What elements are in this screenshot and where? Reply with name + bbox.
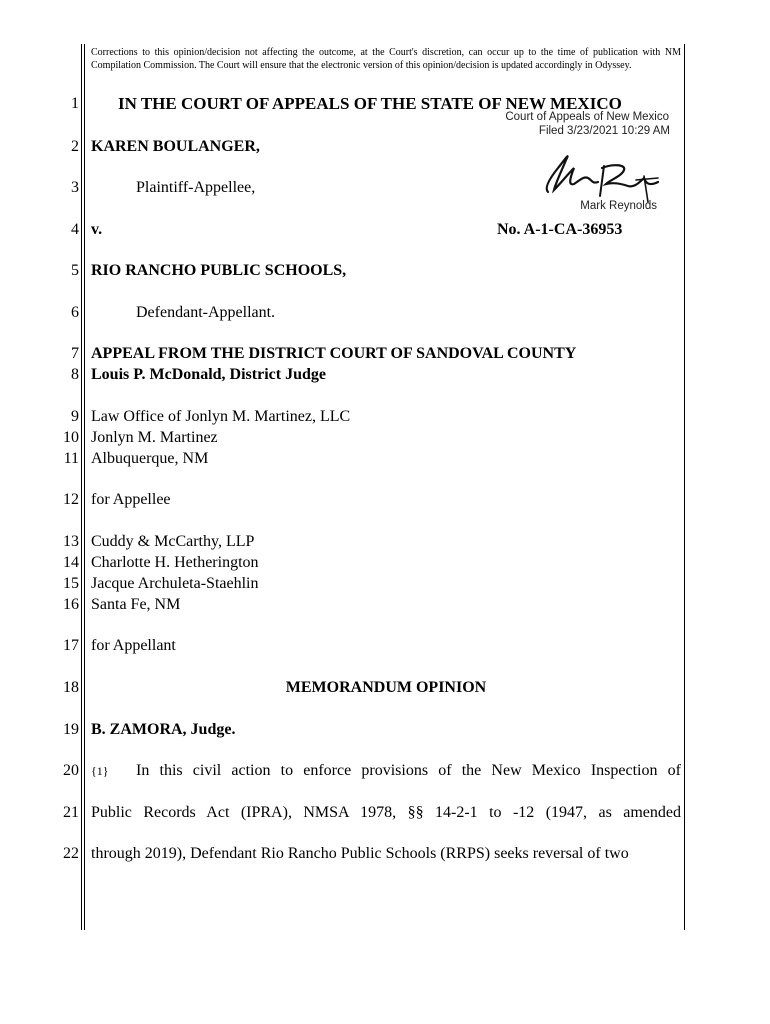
corrections-notice: Corrections to this opinion/decision not affecting the outcome, at the Court's discretion, can occur up to the time of publication with NM Compilation Commission. The Court will ensure that the electronic version of this opinion/decision is updated accordingly in Odyssey. xyxy=(91,47,681,71)
margin-rule-left-inner xyxy=(84,44,85,930)
body-text-line: through 2019), Defendant Rio Rancho Public Schools (RRPS) seeks reversal of two xyxy=(91,845,629,862)
line-number: 12 xyxy=(63,491,79,508)
plaintiff-role: Plaintiff-Appellee, xyxy=(136,179,256,196)
line-number: 16 xyxy=(63,596,79,613)
line-number: 3 xyxy=(71,179,79,196)
margin-rule-right xyxy=(684,44,685,930)
line-number: 13 xyxy=(63,533,79,550)
line-number: 9 xyxy=(71,408,79,425)
appellant-firm: Cuddy & McCarthy, LLP xyxy=(91,533,255,550)
line-number: 14 xyxy=(63,554,79,571)
line-number: 2 xyxy=(71,138,79,155)
line-number: 10 xyxy=(63,429,79,446)
line-number: 5 xyxy=(71,262,79,279)
appellant-attorney: Jacque Archuleta-Staehlin xyxy=(91,575,259,592)
case-number: No. A-1-CA-36953 xyxy=(497,221,623,238)
line-number: 20 xyxy=(63,762,79,779)
body-text-line: In this civil action to enforce provisions of the New Mexico Inspection of xyxy=(136,762,681,779)
for-appellee: for Appellee xyxy=(91,491,171,508)
line-number: 21 xyxy=(63,804,79,821)
versus: v. xyxy=(91,221,103,238)
appellee-attorney: Jonlyn M. Martinez xyxy=(91,429,218,446)
appeal-court: APPEAL FROM THE DISTRICT COURT OF SANDOVAL COUNTY xyxy=(91,345,577,362)
line-number: 18 xyxy=(63,679,79,696)
line-number: 22 xyxy=(63,845,79,862)
line-number: 8 xyxy=(71,366,79,383)
defendant-role: Defendant-Appellant. xyxy=(136,304,276,321)
for-appellant: for Appellant xyxy=(91,637,176,654)
defendant-name: RIO RANCHO PUBLIC SCHOOLS, xyxy=(91,262,347,279)
body-text-line: Public Records Act (IPRA), NMSA 1978, §§ 14-2-1 to -12 (1947, as amended xyxy=(91,804,681,821)
appellant-city: Santa Fe, NM xyxy=(91,596,181,613)
opinion-author: B. ZAMORA, Judge. xyxy=(91,721,236,738)
filing-stamp-court: Court of Appeals of New Mexico xyxy=(505,111,669,123)
line-number: 6 xyxy=(71,304,79,321)
line-number: 17 xyxy=(63,637,79,654)
district-judge: Louis P. McDonald, District Judge xyxy=(91,366,326,383)
appellee-city: Albuquerque, NM xyxy=(91,450,209,467)
line-number: 1 xyxy=(71,95,79,112)
opinion-heading: MEMORANDUM OPINION xyxy=(285,679,487,696)
filing-stamp-date: Filed 3/23/2021 10:29 AM xyxy=(538,125,670,137)
appellant-attorney: Charlotte H. Hetherington xyxy=(91,554,259,571)
line-number: 4 xyxy=(71,221,79,238)
margin-rule-left-outer xyxy=(81,44,82,930)
filing-stamp-clerk: Mark Reynolds xyxy=(580,200,657,212)
line-number: 11 xyxy=(63,450,79,467)
clerk-signature xyxy=(540,144,662,206)
line-number: 7 xyxy=(71,345,79,362)
appellee-firm: Law Office of Jonlyn M. Martinez, LLC xyxy=(91,408,351,425)
plaintiff-name: KAREN BOULANGER, xyxy=(91,138,260,155)
court-title: IN THE COURT OF APPEALS OF THE STATE OF NEW MEXICO xyxy=(118,94,622,113)
line-number: 15 xyxy=(63,575,79,592)
line-number: 19 xyxy=(63,721,79,738)
paragraph-number: {1} xyxy=(91,764,109,778)
